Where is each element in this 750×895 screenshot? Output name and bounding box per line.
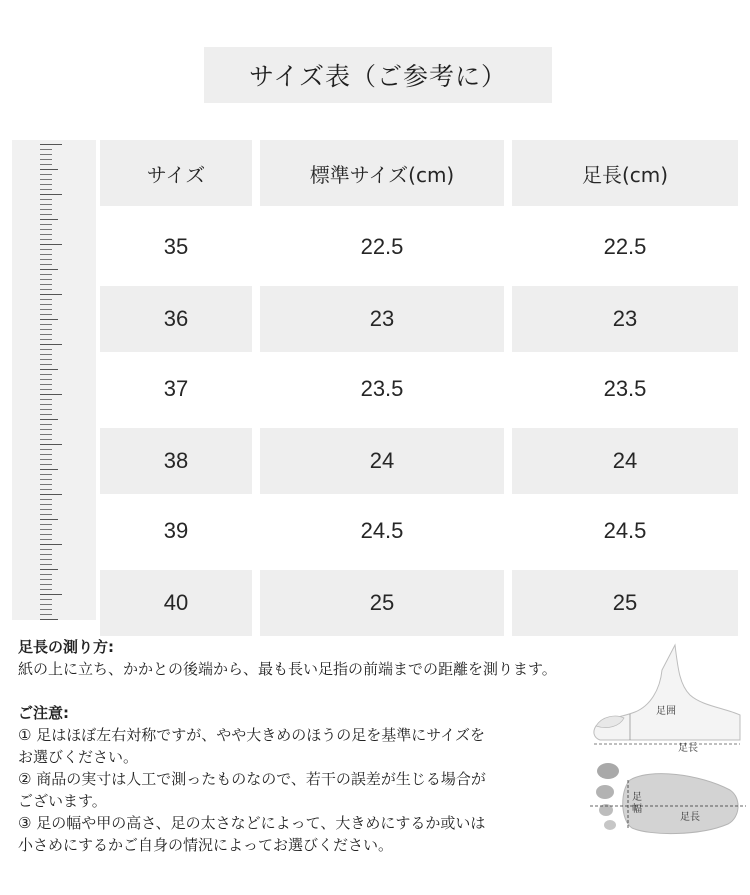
ruler-tick bbox=[40, 239, 52, 240]
cell-foot-length: 25 bbox=[512, 570, 738, 636]
table-row bbox=[100, 570, 738, 636]
ruler-tick bbox=[40, 374, 52, 375]
ruler-tick bbox=[40, 174, 52, 175]
ruler-tick bbox=[40, 619, 58, 620]
header-standard-size: 標準サイズ(cm) bbox=[260, 140, 504, 206]
ruler-tick bbox=[40, 414, 52, 415]
ruler-tick bbox=[40, 454, 52, 455]
ruler-tick bbox=[40, 194, 62, 195]
cell-foot-length: 24 bbox=[512, 428, 738, 494]
header-size: サイズ bbox=[100, 140, 252, 206]
caution-heading: ご注意: bbox=[18, 704, 69, 722]
ruler-tick bbox=[40, 284, 52, 285]
ruler-tick bbox=[40, 599, 52, 600]
label-width: 足 幅 bbox=[632, 792, 642, 815]
ruler-tick bbox=[40, 444, 62, 445]
ruler-tick bbox=[40, 379, 52, 380]
ruler-tick bbox=[40, 329, 52, 330]
ruler-tick bbox=[40, 249, 52, 250]
ruler-tick bbox=[40, 229, 52, 230]
ruler-tick bbox=[40, 269, 58, 270]
ruler-tick bbox=[40, 144, 62, 145]
ruler-tick bbox=[40, 489, 52, 490]
ruler-tick bbox=[40, 484, 52, 485]
ruler-tick bbox=[40, 574, 52, 575]
ruler-tick bbox=[40, 339, 52, 340]
ruler-tick bbox=[40, 549, 52, 550]
ruler-tick bbox=[40, 614, 52, 615]
table-row bbox=[100, 428, 738, 494]
ruler-tick bbox=[40, 189, 52, 190]
cell-size: 36 bbox=[100, 286, 252, 352]
ruler-tick bbox=[40, 334, 52, 335]
ruler-tick bbox=[40, 304, 52, 305]
ruler-tick bbox=[40, 569, 58, 570]
ruler-tick bbox=[40, 289, 52, 290]
ruler-tick bbox=[40, 499, 52, 500]
cell-standard-size: 22.5 bbox=[360, 234, 404, 259]
caution-line: ② 商品の実寸は人工で測ったものなので、若干の誤差が生じる場合が bbox=[18, 770, 486, 788]
ruler-tick bbox=[40, 529, 52, 530]
ruler-tick bbox=[40, 234, 52, 235]
ruler-tick bbox=[40, 349, 52, 350]
caution-line: お選びください。 bbox=[18, 748, 139, 766]
ruler-tick bbox=[40, 359, 52, 360]
ruler-tick bbox=[40, 209, 52, 210]
cell-size: 38 bbox=[100, 428, 252, 494]
ruler-tick bbox=[40, 479, 52, 480]
measure-text: 紙の上に立ち、かかとの後端から、最も長い足指の前端までの距離を測ります。 bbox=[18, 660, 557, 678]
cell-foot-length: 22.5 bbox=[603, 234, 647, 259]
ruler-tick bbox=[40, 534, 52, 535]
measure-heading: 足長の測り方: bbox=[18, 638, 114, 656]
ruler-tick bbox=[40, 509, 52, 510]
cell-size: 39 bbox=[163, 518, 189, 543]
ruler-tick bbox=[40, 389, 52, 390]
table-row bbox=[100, 214, 738, 280]
ruler-tick bbox=[40, 539, 52, 540]
ruler-tick bbox=[40, 579, 52, 580]
ruler-tick bbox=[40, 199, 52, 200]
cell-size: 37 bbox=[163, 376, 189, 401]
label-girth: 足囲 bbox=[656, 706, 676, 717]
table-row bbox=[100, 356, 738, 422]
ruler-tick bbox=[40, 264, 52, 265]
cell-standard-size: 24.5 bbox=[360, 518, 404, 543]
ruler-tick bbox=[40, 464, 52, 465]
header-foot-length: 足長(cm) bbox=[512, 140, 738, 206]
ruler-tick bbox=[40, 409, 52, 410]
ruler-tick bbox=[40, 439, 52, 440]
ruler-tick bbox=[40, 219, 58, 220]
ruler-tick bbox=[40, 309, 52, 310]
cell-foot-length: 23.5 bbox=[603, 376, 647, 401]
ruler-tick bbox=[40, 159, 52, 160]
ruler-tick bbox=[40, 224, 52, 225]
ruler-tick bbox=[40, 259, 52, 260]
ruler-tick bbox=[40, 584, 52, 585]
ruler-tick bbox=[40, 149, 52, 150]
ruler-tick bbox=[40, 394, 62, 395]
ruler-tick bbox=[40, 319, 58, 320]
ruler-tick bbox=[40, 424, 52, 425]
foot-measure-illustration bbox=[590, 640, 750, 840]
cell-foot-length: 23 bbox=[512, 286, 738, 352]
ruler-tick bbox=[40, 609, 52, 610]
cell-standard-size: 23.5 bbox=[360, 376, 404, 401]
ruler-tick bbox=[40, 494, 62, 495]
cell-standard-size: 24 bbox=[260, 428, 504, 494]
cell-standard-size: 23 bbox=[260, 286, 504, 352]
ruler-tick bbox=[40, 429, 52, 430]
caution-line: ③ 足の幅や甲の高さ、足の太さなどによって、大きめにするか或いは bbox=[18, 814, 486, 832]
ruler-tick bbox=[40, 164, 52, 165]
ruler-tick bbox=[40, 459, 52, 460]
ruler-tick bbox=[40, 324, 52, 325]
label-length-top: 足長 bbox=[678, 743, 698, 754]
caution-line: ございます。 bbox=[18, 792, 107, 810]
ruler-tick bbox=[40, 279, 52, 280]
ruler-tick bbox=[40, 519, 58, 520]
cell-standard-size: 25 bbox=[260, 570, 504, 636]
ruler-tick bbox=[40, 274, 52, 275]
ruler-tick bbox=[40, 469, 58, 470]
caution-line: 小さめにするかご自身の情況によってお選びください。 bbox=[18, 836, 394, 854]
ruler-tick bbox=[40, 314, 52, 315]
ruler-tick bbox=[40, 344, 62, 345]
cell-foot-length: 24.5 bbox=[603, 518, 647, 543]
table-row bbox=[100, 498, 738, 564]
foot-diagram-icon bbox=[590, 640, 750, 840]
ruler-tick bbox=[40, 514, 52, 515]
ruler-tick bbox=[40, 554, 52, 555]
ruler-tick bbox=[40, 244, 62, 245]
ruler-tick bbox=[40, 154, 52, 155]
ruler-tick bbox=[40, 369, 58, 370]
ruler-tick bbox=[40, 589, 52, 590]
ruler-decoration bbox=[12, 140, 96, 620]
ruler-tick bbox=[40, 449, 52, 450]
ruler-tick bbox=[40, 294, 62, 295]
caution-line: ① 足はほぼ左右対称ですが、やや大きめのほうの足を基準にサイズを bbox=[18, 726, 486, 744]
cell-size: 35 bbox=[163, 234, 189, 259]
ruler-tick bbox=[40, 504, 52, 505]
ruler-tick bbox=[40, 179, 52, 180]
ruler-tick bbox=[40, 399, 52, 400]
ruler-tick bbox=[40, 204, 52, 205]
ruler-tick bbox=[40, 214, 52, 215]
ruler-tick bbox=[40, 564, 52, 565]
ruler-tick bbox=[40, 299, 52, 300]
ruler-tick bbox=[40, 604, 52, 605]
ruler-tick bbox=[40, 419, 58, 420]
cell-size: 40 bbox=[100, 570, 252, 636]
ruler-tick bbox=[40, 254, 52, 255]
ruler-tick bbox=[40, 354, 52, 355]
table-row bbox=[100, 286, 738, 352]
ruler-tick bbox=[40, 364, 52, 365]
notes-section bbox=[18, 636, 618, 856]
ruler-tick bbox=[40, 434, 52, 435]
table-header-row bbox=[100, 140, 738, 206]
ruler-tick bbox=[40, 594, 62, 595]
ruler-tick bbox=[40, 184, 52, 185]
ruler-tick bbox=[40, 169, 58, 170]
ruler-tick bbox=[40, 524, 52, 525]
ruler-tick bbox=[40, 559, 52, 560]
ruler-tick bbox=[40, 404, 52, 405]
ruler-tick bbox=[40, 474, 52, 475]
ruler-tick bbox=[40, 384, 52, 385]
page-title: サイズ表（ご参考に） bbox=[204, 47, 552, 103]
ruler-tick bbox=[40, 544, 62, 545]
label-length-bottom: 足長 bbox=[680, 812, 700, 823]
